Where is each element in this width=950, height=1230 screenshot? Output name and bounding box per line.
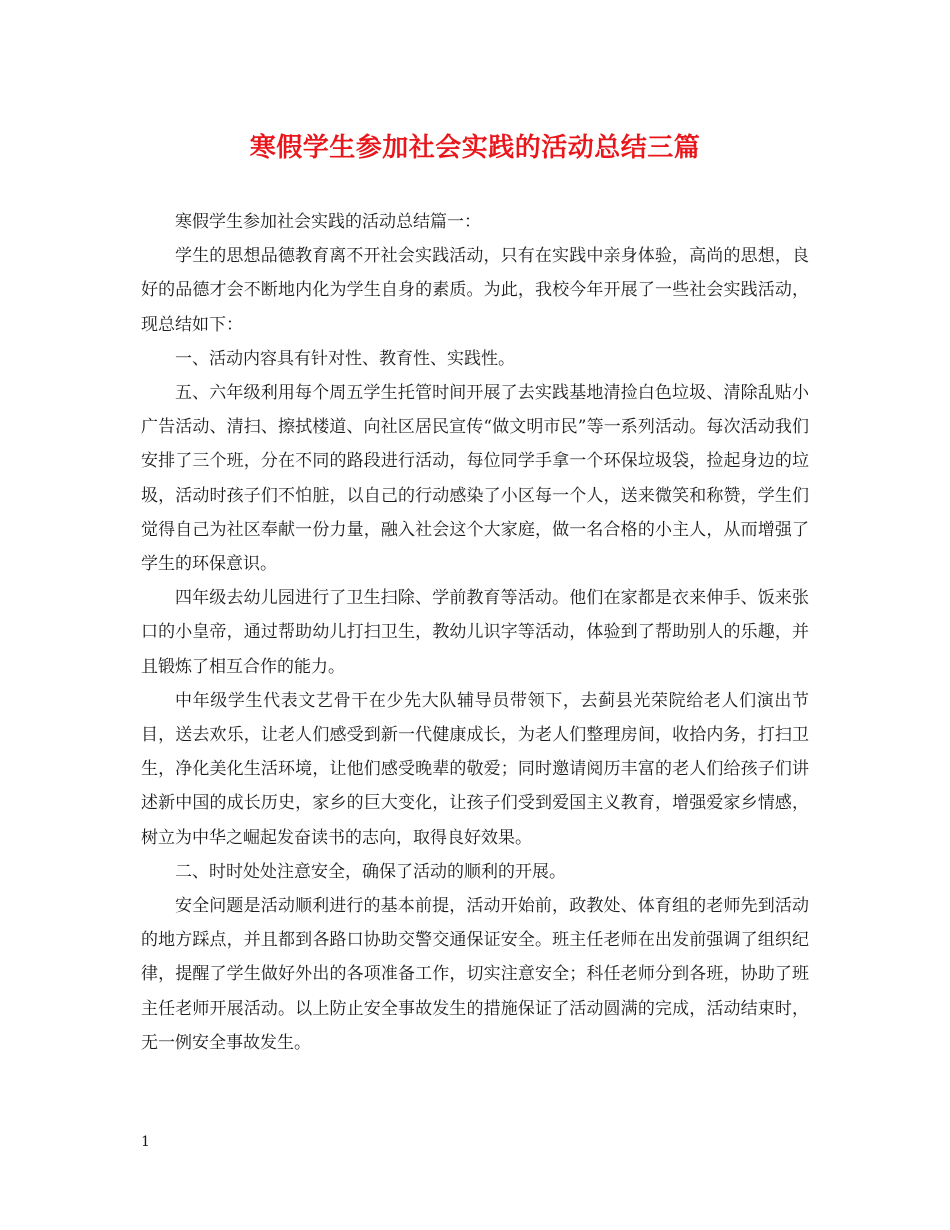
- paragraph-middle-grades: 中年级学生代表文艺骨干在少先大队辅导员带领下，去蓟县光荣院给老人们演出节目，送去欢乐，让老人们感受到新一代健康成长，为老人们整理房间，收拾内务，打扫卫生，净化美化生活环境，让他们感受晚辈的敬爱；同时邀请阅历丰富的老人们给孩子们讲述新中国的成长历史，家乡的巨大变化，让孩子们受到爱国主义教育，增强爱家乡情感，树立为中华之崛起发奋读书的志向，取得良好效果。: [141, 690, 809, 848]
- page-number: 1: [141, 1134, 150, 1150]
- document-title: 寒假学生参加社会实践的活动总结三篇: [249, 133, 701, 163]
- paragraph-grade-5-6: 五、六年级利用每个周五学生托管时间开展了去实践基地清捡白色垃圾、清除乱贴小广告活动、清扫、擦拭楼道、向社区居民宣传“做文明市民”等一系列活动。每次活动我们安排了三个班，分在不同的路段进行活动，每位同学手拿一个环保垃圾袋，捡起身边的垃圾，活动时孩子们不怕脏，以自己的行动感染了小区每一个人，送来微笑和称赞，学生们觉得自己为社区奉献一份力量，融入社会这个大家庭，做一名合格的小主人，从而增强了学生的环保意识。: [141, 383, 809, 575]
- paragraph-intro-heading: 寒假学生参加社会实践的活动总结篇一：: [175, 212, 481, 232]
- document-body: [141, 205, 809, 1060]
- paragraph-safety: 安全问题是活动顺利进行的基本前提，活动开始前，政教处、体育组的老师先到活动的地方踩点，并且都到各路口协助交警交通保证安全。班主任老师在出发前强调了组织纪律，提醒了学生做好外出的各项准备工作，切实注意安全；科任老师分到各班，协助了班主任老师开展活动。以上防止安全事故发生的措施保证了活动圆满的完成，活动结束时，无一例安全事故发生。: [141, 896, 809, 1053]
- section-heading-1: 一、活动内容具有针对性、教育性、实践性。: [175, 348, 515, 369]
- paragraph-intro: 学生的思想品德教育离不开社会实践活动，只有在实践中亲身体验，高尚的思想，良好的品德才会不断地内化为学生自身的素质。为此，我校今年开展了一些社会实践活动，现总结如下：: [141, 246, 809, 335]
- section-heading-2: 二、时时处处注意安全，确保了活动的顺利的开展。: [175, 861, 566, 882]
- paragraph-grade-4: 四年级去幼儿园进行了卫生扫除、学前教育等活动。他们在家都是衣来伸手、饭来张口的小皇帝，通过帮助幼儿打扫卫生，教幼儿识字等活动，体验到了帮助别人的乐趣，并且锻炼了相互合作的能力。: [141, 588, 809, 677]
